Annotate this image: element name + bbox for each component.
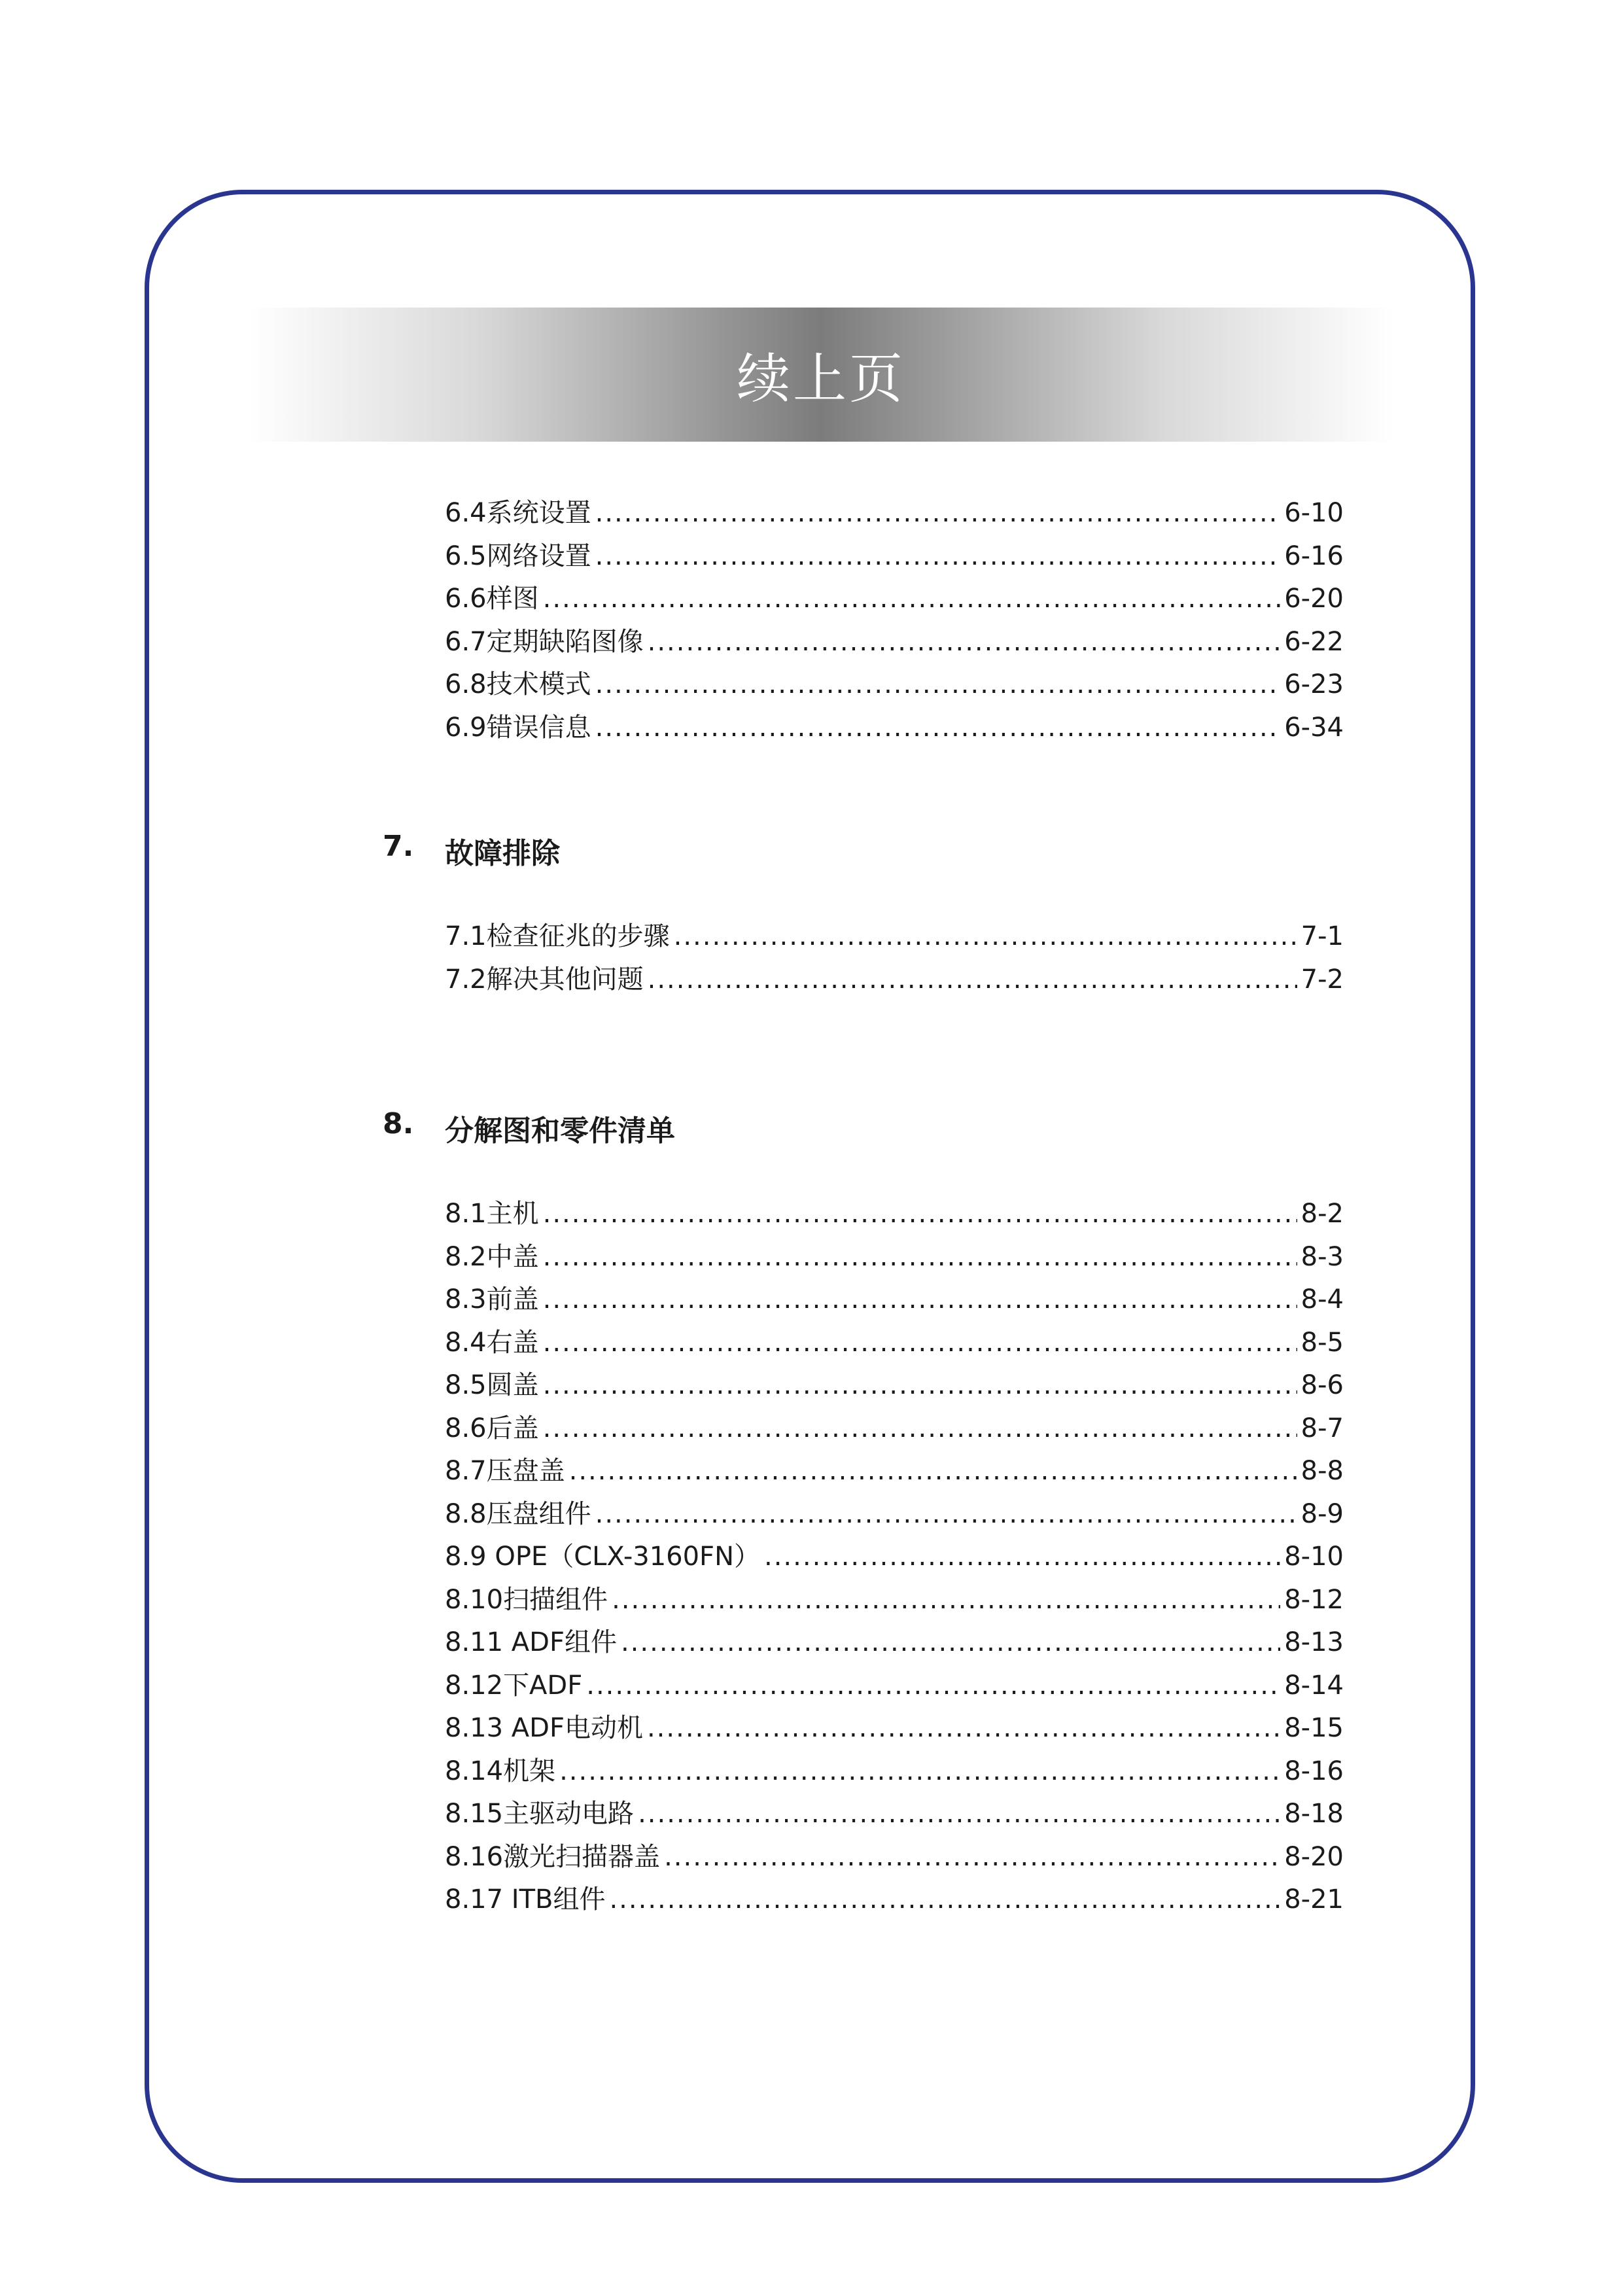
continued-banner — [249, 308, 1393, 442]
dot-leader — [674, 915, 1297, 958]
toc-entry[interactable] — [445, 1665, 1344, 1708]
toc-entry[interactable] — [445, 1279, 1344, 1322]
toc-entry-page: 8-16 — [1284, 1756, 1344, 1786]
toc-entry[interactable] — [445, 915, 1344, 959]
toc-entry-label: 6.8技术模式 — [445, 669, 591, 699]
toc-entry-label: 8.5圆盖 — [445, 1370, 539, 1400]
toc-entry-label: 8.2中盖 — [445, 1241, 539, 1272]
toc-entry-page: 7-1 — [1300, 921, 1344, 951]
toc-entry-label: 7.1检查征兆的步骤 — [445, 921, 670, 951]
dot-leader — [543, 1193, 1297, 1235]
dot-leader — [609, 1879, 1280, 1921]
toc-entry-page: 6-10 — [1284, 498, 1344, 528]
toc-entry[interactable] — [445, 1793, 1344, 1836]
toc-entry-page: 6-23 — [1284, 669, 1344, 699]
toc-entry-page: 8-12 — [1284, 1584, 1344, 1615]
dot-leader — [559, 1750, 1280, 1793]
toc-entry[interactable] — [445, 1493, 1344, 1536]
toc-entry-page: 8-2 — [1300, 1199, 1344, 1229]
toc-group-6 — [445, 492, 1344, 749]
dot-leader — [638, 1793, 1280, 1835]
dot-leader — [543, 1364, 1297, 1407]
toc-entry[interactable] — [445, 1579, 1344, 1622]
toc-entry[interactable] — [445, 1879, 1344, 1922]
toc-entry[interactable] — [445, 1236, 1344, 1279]
dot-leader — [586, 1665, 1280, 1707]
toc-entry[interactable] — [445, 492, 1344, 535]
toc-entry-label: 8.9 OPE（CLX-3160FN） — [445, 1542, 760, 1572]
dot-leader — [595, 535, 1281, 578]
dot-leader — [664, 1836, 1280, 1879]
section-number: 7. — [383, 830, 414, 863]
toc-entry[interactable] — [445, 1536, 1344, 1579]
dot-leader — [595, 707, 1281, 749]
toc-entry-label: 8.3前盖 — [445, 1284, 539, 1315]
toc-entry-label: 8.13 ADF电动机 — [445, 1713, 643, 1743]
toc-entry-label: 8.1主机 — [445, 1199, 539, 1229]
toc-entry-label: 8.16激光扫描器盖 — [445, 1841, 661, 1872]
toc-entry-label: 8.17 ITB组件 — [445, 1884, 606, 1915]
section-heading-8 — [383, 1107, 675, 1149]
dot-leader — [595, 663, 1281, 706]
toc-entry[interactable] — [445, 1450, 1344, 1493]
toc-entry-label: 8.7压盘盖 — [445, 1456, 565, 1486]
toc-entry[interactable] — [445, 663, 1344, 707]
toc-entry[interactable] — [445, 1193, 1344, 1236]
toc-entry-page: 6-20 — [1284, 584, 1344, 614]
dot-leader — [612, 1579, 1280, 1621]
toc-entry-page: 6-16 — [1284, 540, 1344, 571]
toc-entry-label: 8.15主驱动电路 — [445, 1799, 635, 1829]
banner-title: 续上页 — [736, 348, 905, 410]
section-heading-7 — [383, 830, 560, 872]
toc-group-7 — [445, 915, 1344, 1001]
toc-entry[interactable] — [445, 1836, 1344, 1879]
dot-leader — [595, 1493, 1297, 1536]
dot-leader — [648, 959, 1297, 1001]
toc-entry-label: 8.10扫描组件 — [445, 1584, 608, 1615]
section-title: 故障排除 — [445, 837, 560, 870]
toc-entry[interactable] — [445, 578, 1344, 621]
toc-group-8 — [445, 1193, 1344, 1922]
toc-entry-page: 8-8 — [1300, 1456, 1344, 1486]
toc-entry-label: 8.4右盖 — [445, 1327, 539, 1358]
toc-entry[interactable] — [445, 1621, 1344, 1665]
toc-entry-page: 7-2 — [1300, 964, 1344, 995]
section-title: 分解图和零件清单 — [445, 1114, 675, 1148]
toc-entry[interactable] — [445, 621, 1344, 664]
toc-entry[interactable] — [445, 959, 1344, 1002]
toc-entry-label: 8.12下ADF — [445, 1670, 583, 1701]
dot-leader — [543, 1322, 1297, 1364]
toc-entry-label: 6.5网络设置 — [445, 540, 591, 571]
toc-entry-page: 8-5 — [1300, 1327, 1344, 1358]
toc-entry-page: 8-14 — [1284, 1670, 1344, 1701]
dot-leader — [569, 1450, 1297, 1492]
toc-entry-label: 6.6样图 — [445, 584, 539, 614]
toc-entry[interactable] — [445, 1322, 1344, 1365]
toc-entry-page: 8-20 — [1284, 1841, 1344, 1872]
toc-entry[interactable] — [445, 707, 1344, 750]
toc-entry-page: 8-4 — [1300, 1284, 1344, 1315]
section-number: 8. — [383, 1107, 414, 1140]
dot-leader — [543, 1407, 1297, 1450]
toc-entry-page: 8-21 — [1284, 1884, 1344, 1915]
toc-entry-label: 8.14机架 — [445, 1756, 556, 1786]
dot-leader — [543, 578, 1281, 620]
toc-entry-page: 8-9 — [1300, 1498, 1344, 1529]
toc-entry-page: 8-3 — [1300, 1241, 1344, 1272]
toc-entry-label: 6.9错误信息 — [445, 712, 591, 743]
toc-entry-page: 6-34 — [1284, 712, 1344, 743]
dot-leader — [647, 1707, 1280, 1750]
toc-entry-label: 6.7定期缺陷图像 — [445, 626, 644, 657]
toc-entry-label: 8.6后盖 — [445, 1413, 539, 1443]
toc-entry-page: 8-6 — [1300, 1370, 1344, 1400]
dot-leader — [543, 1279, 1297, 1321]
dot-leader — [764, 1536, 1280, 1578]
toc-entry-page: 8-13 — [1284, 1627, 1344, 1657]
dot-leader — [543, 1236, 1297, 1279]
toc-entry-label: 6.4系统设置 — [445, 498, 591, 528]
toc-entry-page: 8-10 — [1284, 1542, 1344, 1572]
toc-entry-page: 6-22 — [1284, 626, 1344, 657]
toc-entry[interactable] — [445, 1364, 1344, 1407]
toc-entry-page: 8-7 — [1300, 1413, 1344, 1443]
toc-entry[interactable] — [445, 1707, 1344, 1750]
toc-entry[interactable] — [445, 1750, 1344, 1793]
dot-leader — [648, 621, 1281, 663]
toc-entry[interactable] — [445, 1407, 1344, 1451]
toc-entry-page: 8-18 — [1284, 1799, 1344, 1829]
toc-entry-label: 8.8压盘组件 — [445, 1498, 591, 1529]
dot-leader — [595, 492, 1281, 535]
dot-leader — [621, 1621, 1280, 1664]
toc-entry-page: 8-15 — [1284, 1713, 1344, 1743]
toc-entry-label: 8.11 ADF组件 — [445, 1627, 617, 1657]
toc-entry-label: 7.2解决其他问题 — [445, 964, 644, 995]
toc-entry[interactable] — [445, 535, 1344, 578]
